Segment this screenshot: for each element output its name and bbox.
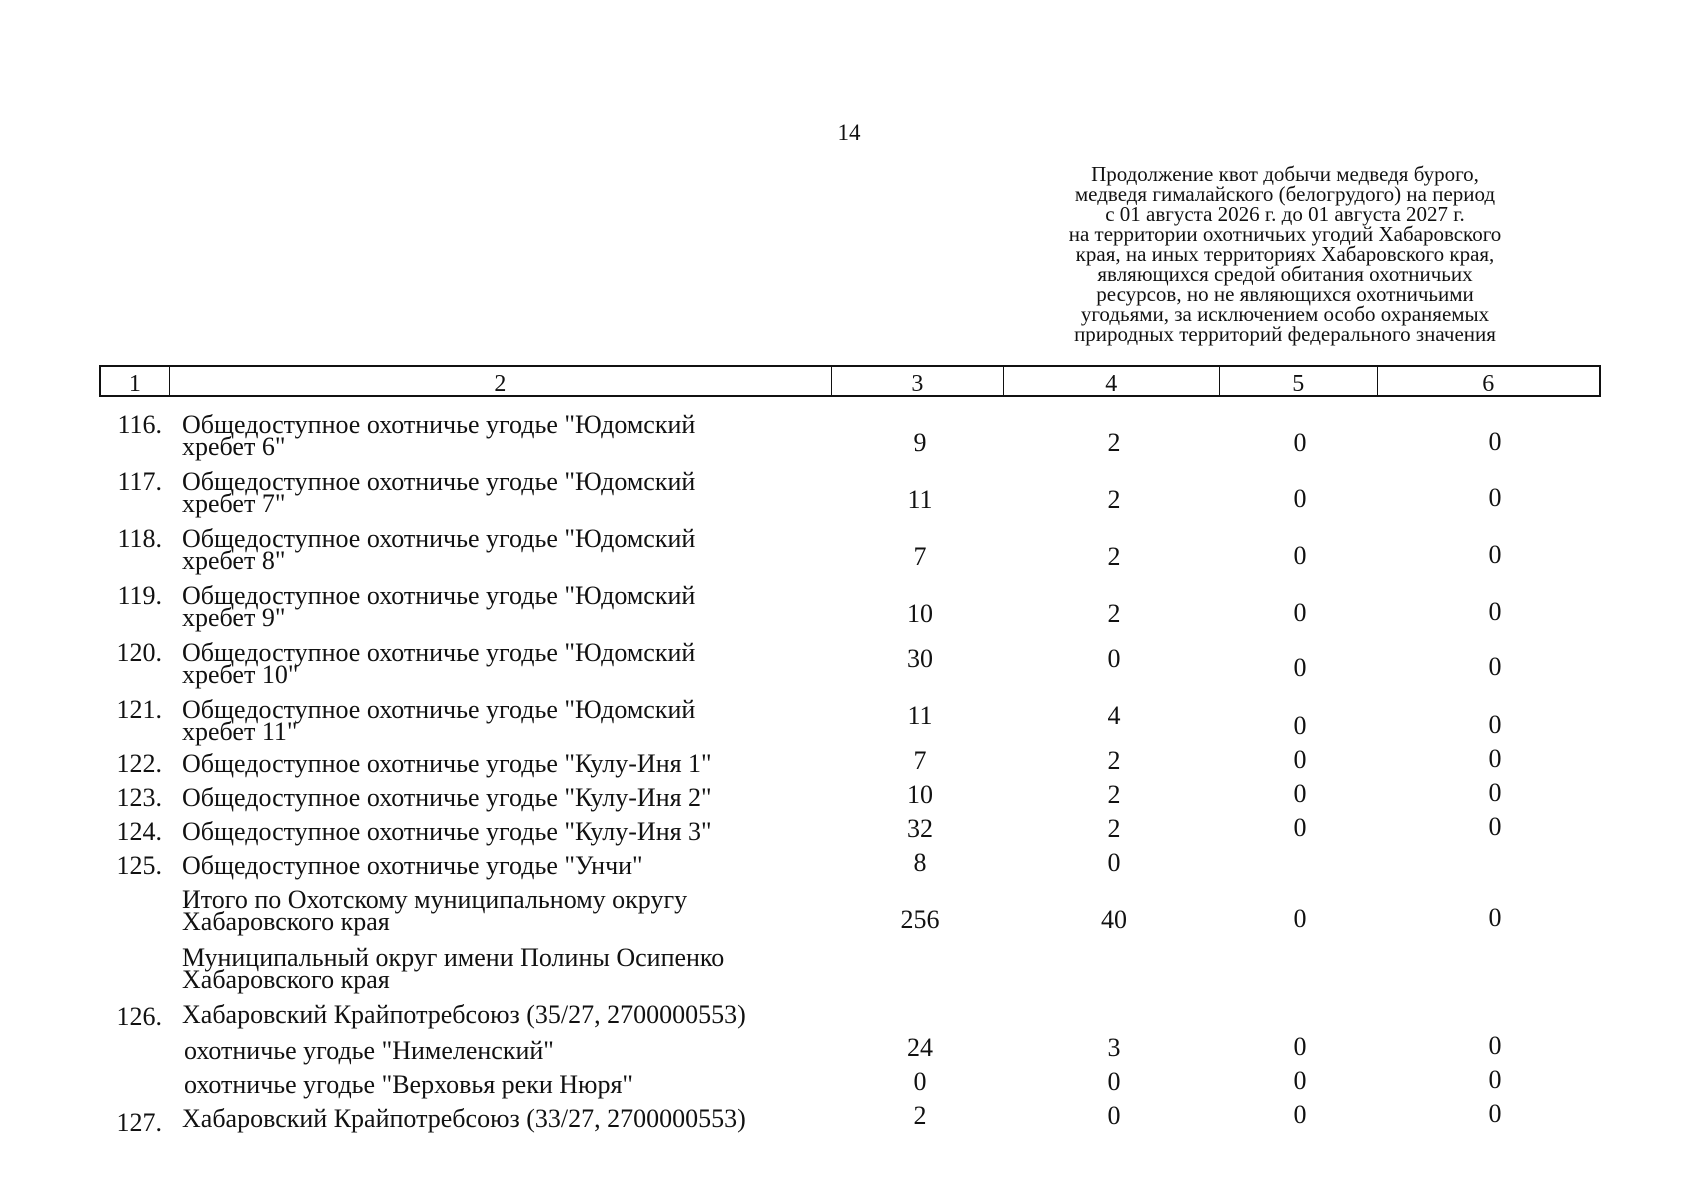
caption-line: на территории охотничьих угодий Хабаровского — [1068, 222, 1502, 246]
row-name-line: Общедоступное охотничье угодье "Юдомский — [182, 524, 696, 553]
row-name — [184, 1036, 804, 1065]
cell-col4: 40 — [1101, 905, 1127, 934]
cell-col3: 10 — [907, 780, 933, 809]
cell-col6: 0 — [1488, 744, 1502, 773]
caption-line: края, на иных территориях Хабаровского края, — [1075, 242, 1495, 266]
cell-col6: 0 — [1488, 1099, 1502, 1128]
row-name — [182, 524, 802, 575]
cell-col6: 0 — [1488, 652, 1502, 681]
row-number: 127. — [116, 1108, 162, 1137]
row-name-line: Хабаровский Крайпотребсоюз (35/27, 2700000553) — [182, 1000, 746, 1029]
column-header: 3 — [832, 367, 1004, 395]
row-number: 125. — [116, 851, 162, 880]
caption-line: медведя гималайского (белогрудого) на период — [1074, 182, 1496, 206]
cell-col5: 0 — [1293, 653, 1307, 682]
row-name — [182, 581, 802, 632]
cell-col6: 0 — [1488, 812, 1502, 841]
row-number: 124. — [116, 817, 162, 846]
table-header — [99, 365, 1601, 397]
row-name — [182, 943, 802, 994]
row-name — [182, 749, 802, 778]
cell-col4: 0 — [1107, 848, 1121, 877]
row-name-line: Общедоступное охотничье угодье "Юдомский — [182, 695, 696, 724]
cell-col4: 3 — [1107, 1033, 1121, 1062]
row-name-line: охотничье угодье "Верховья реки Нюря" — [184, 1070, 634, 1099]
row-name-line: хребет 8" — [182, 546, 286, 575]
row-number: 117. — [117, 467, 162, 496]
row-name — [182, 817, 802, 846]
cell-col4: 2 — [1107, 814, 1121, 843]
cell-col6: 0 — [1488, 483, 1502, 512]
row-name-line: Общедоступное охотничье угодье "Юдомский — [182, 410, 696, 439]
row-name-line: Муниципальный округ имени Полины Осипенко — [182, 943, 725, 972]
cell-col5: 0 — [1293, 779, 1307, 808]
caption-line: природных территорий федерального значения — [1074, 322, 1496, 346]
cell-col5: 0 — [1293, 745, 1307, 774]
column-header: 4 — [1004, 367, 1220, 395]
cell-col5: 0 — [1293, 1066, 1307, 1095]
row-name — [182, 410, 802, 461]
cell-col3: 7 — [913, 746, 927, 775]
row-name-line: Общедоступное охотничье угодье "Юдомский — [182, 467, 696, 496]
row-name-line: хребет 11" — [182, 717, 298, 746]
cell-col3: 10 — [907, 599, 933, 628]
row-name — [182, 1104, 802, 1133]
caption-line: являющихся средой обитания охотничьих — [1097, 262, 1473, 286]
cell-col6: 0 — [1488, 427, 1502, 456]
row-name-line: Общедоступное охотничье угодье "Унчи" — [182, 851, 643, 880]
cell-col6: 0 — [1488, 1065, 1502, 1094]
row-name-line: Общедоступное охотничье угодье "Юдомский — [182, 638, 696, 667]
row-name-line: хребет 10" — [182, 660, 299, 689]
row-name — [182, 638, 802, 689]
cell-col6: 0 — [1488, 778, 1502, 807]
caption-line: угодьями, за исключением особо охраняемых — [1080, 302, 1490, 326]
row-name — [182, 851, 802, 880]
cell-col4: 2 — [1107, 599, 1121, 628]
row-name-line: Общедоступное охотничье угодье "Кулу-Иня 2" — [182, 783, 712, 812]
row-number: 126. — [116, 1002, 162, 1031]
cell-col4: 2 — [1107, 746, 1121, 775]
cell-col6: 0 — [1488, 1031, 1502, 1060]
row-name-line: Хабаровского края — [182, 965, 390, 994]
row-number: 119. — [117, 581, 162, 610]
cell-col4: 2 — [1107, 542, 1121, 571]
cell-col6: 0 — [1488, 597, 1502, 626]
cell-col5: 0 — [1293, 541, 1307, 570]
column-header: 5 — [1220, 367, 1378, 395]
cell-col5: 0 — [1293, 813, 1307, 842]
cell-col5: 0 — [1293, 711, 1307, 740]
cell-col4: 0 — [1107, 644, 1121, 673]
cell-col3: 0 — [913, 1067, 927, 1096]
row-name — [182, 1000, 802, 1029]
column-header: 1 — [101, 367, 170, 395]
page-number: 14 — [837, 120, 861, 145]
cell-col3: 24 — [907, 1033, 933, 1062]
row-number: 121. — [116, 695, 162, 724]
row-name-line: Общедоступное охотничье угодье "Кулу-Иня 3" — [182, 817, 712, 846]
cell-col6: 0 — [1488, 710, 1502, 739]
cell-col6: 0 — [1488, 540, 1502, 569]
row-name — [182, 467, 802, 518]
row-name-line: Хабаровский Крайпотребсоюз (33/27, 2700000553) — [182, 1104, 746, 1133]
row-name — [182, 885, 802, 936]
row-name-line: Итого по Охотскому муниципальному округу — [182, 885, 688, 914]
caption-line: с 01 августа 2026 г. до 01 августа 2027 г. — [1105, 202, 1465, 226]
cell-col5: 0 — [1293, 598, 1307, 627]
cell-col4: 2 — [1107, 428, 1121, 457]
cell-col5: 0 — [1293, 484, 1307, 513]
row-name-line: хребет 7" — [182, 489, 286, 518]
cell-col4: 0 — [1107, 1067, 1121, 1096]
row-number: 123. — [116, 783, 162, 812]
cell-col5: 0 — [1293, 904, 1307, 933]
cell-col3: 30 — [907, 644, 933, 673]
cell-col3: 32 — [907, 814, 933, 843]
row-name-line: хребет 9" — [182, 603, 286, 632]
cell-col4: 4 — [1107, 701, 1121, 730]
row-name-line: охотничье угодье "Нимеленский" — [184, 1036, 554, 1065]
row-name — [184, 1070, 804, 1099]
cell-col5: 0 — [1293, 1032, 1307, 1061]
column-header: 6 — [1482, 371, 1495, 397]
row-number: 118. — [117, 524, 162, 553]
table-caption — [1045, 164, 1525, 344]
cell-col4: 2 — [1107, 780, 1121, 809]
cell-col5: 0 — [1293, 1100, 1307, 1129]
row-name — [182, 695, 802, 746]
caption-line: ресурсов, но не являющихся охотничьими — [1096, 282, 1474, 306]
cell-col4: 2 — [1107, 485, 1121, 514]
cell-col4: 0 — [1107, 1101, 1121, 1130]
cell-col3: 7 — [913, 542, 927, 571]
cell-col5: 0 — [1293, 428, 1307, 457]
row-name-line: Хабаровского края — [182, 907, 390, 936]
row-number: 120. — [116, 638, 162, 667]
cell-col3: 11 — [907, 485, 933, 514]
row-name-line: хребет 6" — [182, 432, 286, 461]
cell-col3: 256 — [900, 905, 940, 934]
cell-col3: 8 — [913, 848, 927, 877]
column-header: 2 — [170, 367, 832, 395]
row-name-line: Общедоступное охотничье угодье "Юдомский — [182, 581, 696, 610]
cell-col6: 0 — [1488, 903, 1502, 932]
cell-col3: 9 — [913, 428, 927, 457]
row-name — [182, 783, 802, 812]
row-name-line: Общедоступное охотничье угодье "Кулу-Иня 1" — [182, 749, 712, 778]
row-number: 116. — [117, 410, 162, 439]
caption-line: Продолжение квот добычи медведя бурого, — [1091, 162, 1479, 186]
row-number: 122. — [116, 749, 162, 778]
cell-col3: 11 — [907, 701, 933, 730]
cell-col3: 2 — [913, 1101, 927, 1130]
